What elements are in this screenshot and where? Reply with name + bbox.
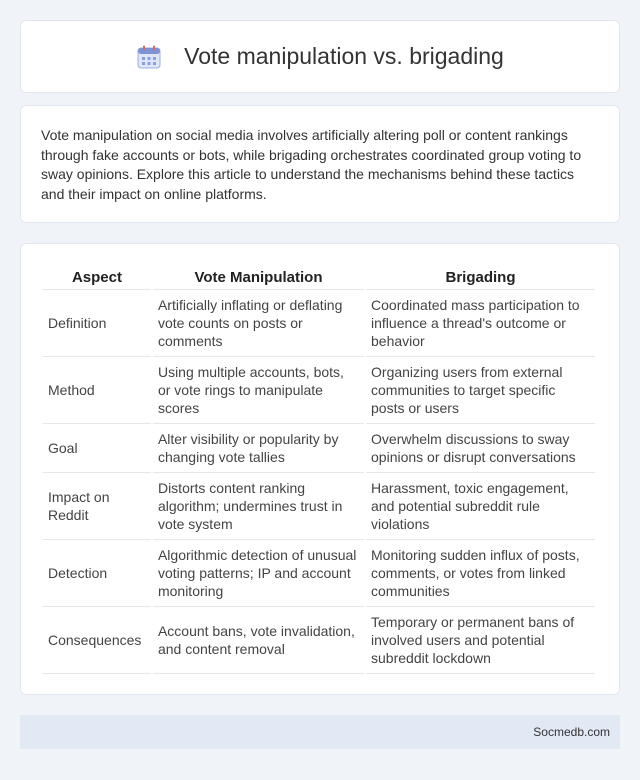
comparison-table: [41, 264, 597, 674]
cell-aspect: Detection: [43, 540, 151, 607]
table-row: [43, 473, 595, 540]
cell-vote-manipulation: Algorithmic detection of unusual voting patterns; IP and account monitoring: [153, 540, 364, 607]
cell-aspect: Consequences: [43, 607, 151, 674]
cell-aspect: Goal: [43, 424, 151, 473]
header-vote-manipulation: Vote Manipulation: [153, 264, 364, 290]
cell-aspect: Definition: [43, 290, 151, 357]
cell-vote-manipulation: Artificially inflating or deflating vote counts on posts or comments: [153, 290, 364, 357]
footer: [20, 715, 620, 749]
table-row: [43, 290, 595, 357]
calendar-icon: [136, 44, 162, 70]
header-brigading: Brigading: [366, 264, 595, 290]
comparison-table-card: [20, 243, 620, 695]
footer-site-link[interactable]: Socmedb.com: [533, 725, 610, 739]
cell-brigading: Temporary or permanent bans of involved users and potential subreddit lockdown: [366, 607, 595, 674]
intro-card: [20, 105, 620, 223]
title-card: [20, 20, 620, 93]
intro-text: Vote manipulation on social media involves artificially altering poll or content rankings through fake accounts or bots, while brigading orchestrates coordinated group voting to sway opinions. Explore this article to understand the mechanisms behind these tactics and their impact on online platforms.: [41, 127, 582, 202]
header-aspect: Aspect: [43, 264, 151, 290]
cell-brigading: Organizing users from external communities to target specific posts or users: [366, 357, 595, 424]
cell-vote-manipulation: Account bans, vote invalidation, and content removal: [153, 607, 364, 674]
table-row: [43, 540, 595, 607]
cell-vote-manipulation: Using multiple accounts, bots, or vote rings to manipulate scores: [153, 357, 364, 424]
cell-brigading: Harassment, toxic engagement, and potential subreddit rule violations: [366, 473, 595, 540]
cell-brigading: Coordinated mass participation to influence a thread's outcome or behavior: [366, 290, 595, 357]
cell-vote-manipulation: Distorts content ranking algorithm; undermines trust in vote system: [153, 473, 364, 540]
table-row: [43, 607, 595, 674]
table-row: [43, 424, 595, 473]
table-header-row: [43, 264, 595, 290]
cell-brigading: Overwhelm discussions to sway opinions or disrupt conversations: [366, 424, 595, 473]
cell-brigading: Monitoring sudden influx of posts, comments, or votes from linked communities: [366, 540, 595, 607]
page-title: Vote manipulation vs. brigading: [184, 43, 504, 69]
table-row: [43, 357, 595, 424]
cell-vote-manipulation: Alter visibility or popularity by changing vote tallies: [153, 424, 364, 473]
cell-aspect: Method: [43, 357, 151, 424]
cell-aspect: Impact on Reddit: [43, 473, 151, 540]
